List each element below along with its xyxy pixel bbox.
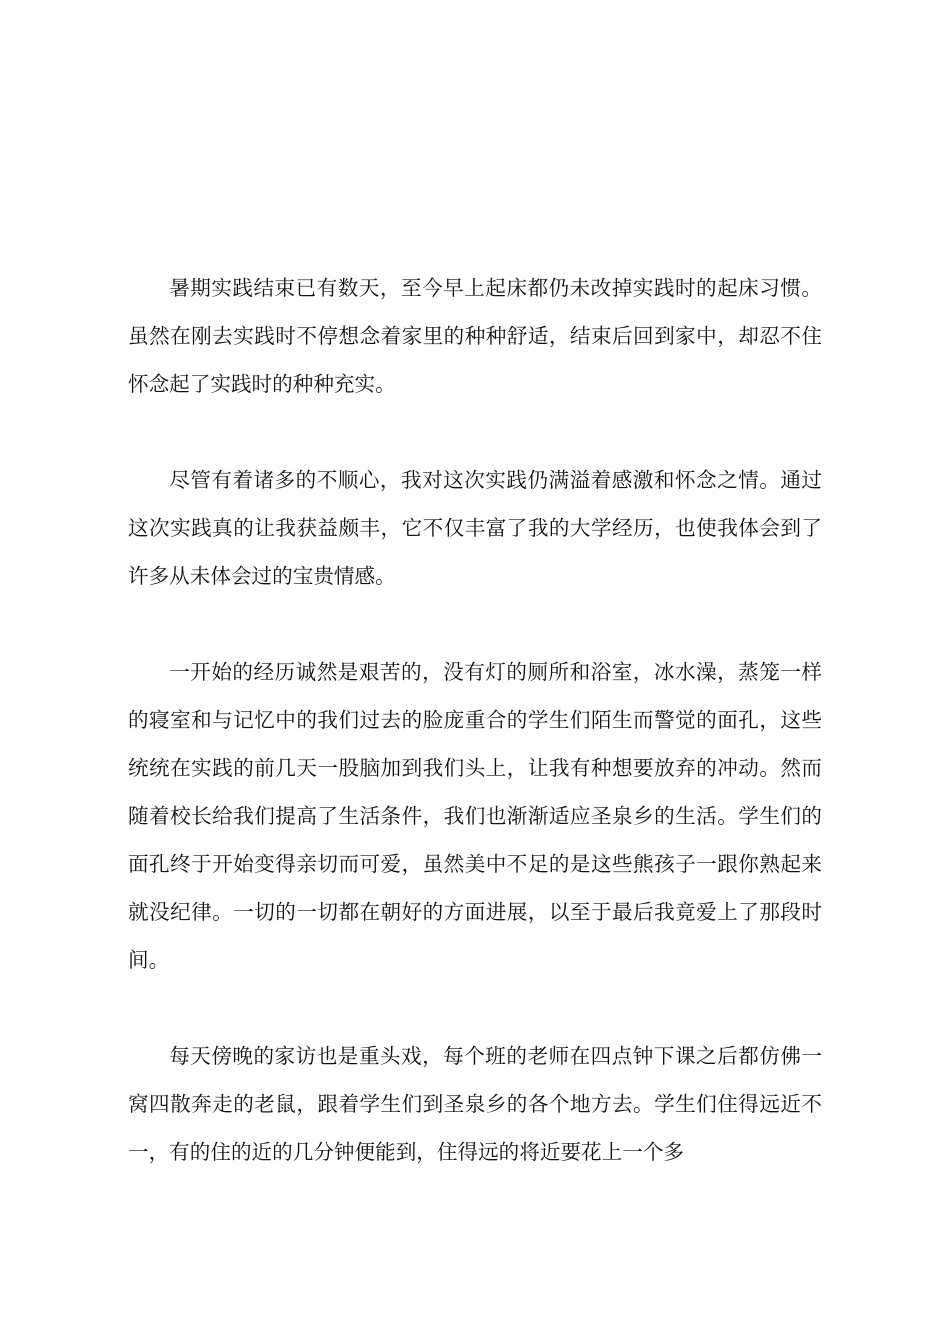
paragraph-3: 一开始的经历诚然是艰苦的，没有灯的厕所和浴室，冰水澡，蒸笼一样的寝室和与记忆中的我们过去的脸庞重合的学生们陌生而警觉的面孔，这些统统在实践的前几天一股脑加到我们头上，让我有种想要放弃的冲动。然而随着校长给我们提高了生活条件，我们也渐渐适应圣泉乡的生活。学生们的面孔终于开始变得亲切而可爱，虽然美中不足的是这些熊孩子一跟你熟起来就没纪律。一切的一切都在朝好的方面进展，以至于最后我竟爱上了那段时间。 (128, 660, 822, 972)
paragraph-4: 每天傍晚的家访也是重头戏，每个班的老师在四点钟下课之后都仿佛一窝四散奔走的老鼠，跟着学生们到圣泉乡的各个地方去。学生们住得远近不一，有的住的近的几分钟便能到，住得远的将近要花上一个多 (128, 1044, 822, 1164)
paragraph-1: 暑期实践结束已有数天，至今早上起床都仍未改掉实践时的起床习惯。虽然在刚去实践时不停想念着家里的种种舒适，结束后回到家中，却忍不住怀念起了实践时的种种充实。 (128, 276, 822, 396)
paragraph-2: 尽管有着诸多的不顺心，我对这次实践仍满溢着感激和怀念之情。通过这次实践真的让我获益颇丰，它不仅丰富了我的大学经历，也使我体会到了许多从未体会过的宝贵情感。 (128, 468, 822, 588)
document-body (128, 264, 822, 1176)
